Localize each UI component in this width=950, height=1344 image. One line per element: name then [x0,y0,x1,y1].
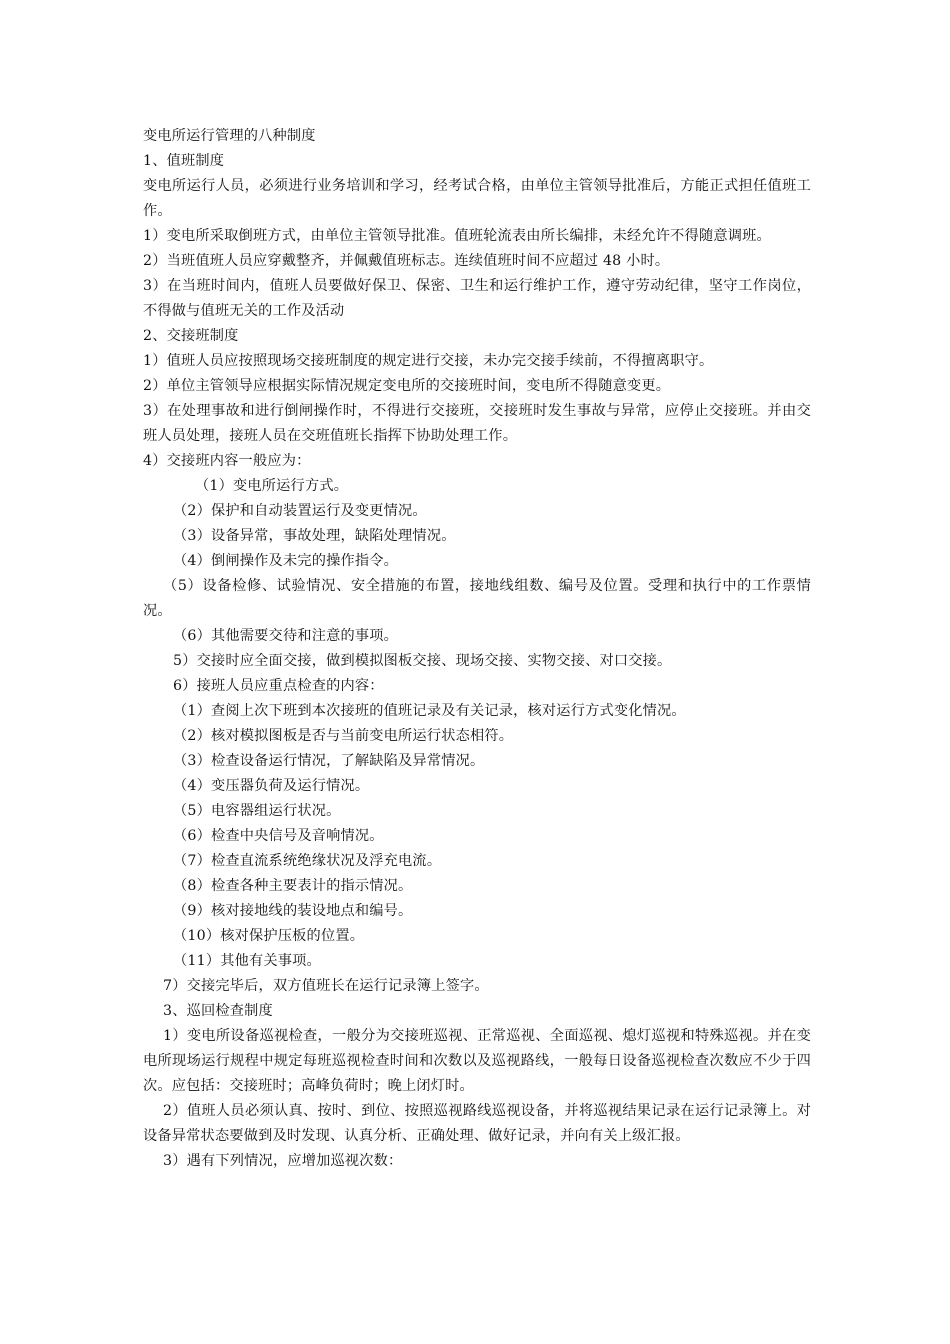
paragraph: 1）变电所采取倒班方式，由单位主管领导批准。值班轮流表由所长编排，未经允许不得随意调班。 [143,228,771,244]
list-item: （1）变电所运行方式。 [195,478,349,494]
list-item: （3）检查设备运行情况，了解缺陷及异常情况。 [173,753,485,769]
document-page [143,124,811,1174]
list-item: （4）倒闸操作及未完的操作指令。 [173,553,399,569]
list-item: （6）检查中央信号及音响情况。 [173,828,384,844]
list-item: （6）其他需要交待和注意的事项。 [173,628,399,644]
paragraph: 2）当班值班人员应穿戴整齐，并佩戴值班标志。连续值班时间不应超过 48 小时。 [143,253,670,269]
list-item: （11）其他有关事项。 [173,953,321,969]
paragraph: 变电所运行人员，必须进行业务培训和学习，经考试合格，由单位主管领导批准后，方能正式担任值班工作。 [143,178,811,219]
paragraph: 1）值班人员应按照现场交接班制度的规定进行交接，未办完交接手续前，不得擅离职守。 [143,353,714,369]
paragraph: 1）变电所设备巡视检查，一般分为交接班巡视、正常巡视、全面巡视、熄灯巡视和特殊巡视。并在变电所现场运行规程中规定每班巡视检查时间和次数以及巡视路线，一般每日设备巡视检查次数应不少于四次。应包括：交接班时；高峰负荷时；晚上闭灯时。 [143,1028,811,1094]
section-heading-handover: 2、交接班制度 [143,328,239,344]
paragraph: 3）在当班时间内，值班人员要做好保卫、保密、卫生和运行维护工作，遵守劳动纪律，坚守工作岗位，不得做与值班无关的工作及活动 [143,278,811,319]
paragraph: 2）单位主管领导应根据实际情况规定变电所的交接班时间，变电所不得随意变更。 [143,378,671,394]
list-item: （7）检查直流系统绝缘状况及浮充电流。 [173,853,442,869]
list-item: （10）核对保护压板的位置。 [173,928,365,944]
section-heading-duty: 1、值班制度 [143,153,225,169]
list-item: （3）设备异常，事故处理，缺陷处理情况。 [173,528,456,544]
list-item: 6）接班人员应重点检查的内容： [173,678,384,694]
list-item: （8）检查各种主要表计的指示情况。 [173,878,413,894]
paragraph: 4）交接班内容一般应为： [143,453,311,469]
paragraph: 3）在处理事故和进行倒闸操作时，不得进行交接班，交接班时发生事故与异常，应停止交接班。并由交班人员处理，接班人员在交班值班长指挥下协助处理工作。 [143,403,811,444]
paragraph: 2）值班人员必须认真、按时、到位、按照巡视路线巡视设备，并将巡视结果记录在运行记录簿上。对设备异常状态要做到及时发现、认真分析、正确处理、做好记录，并向有关上级汇报。 [143,1103,811,1144]
section-heading-inspection: 3、巡回检查制度 [163,1003,273,1019]
list-item: （2）核对模拟图板是否与当前变电所运行状态相符。 [173,728,514,744]
list-item: （2）保护和自动装置运行及变更情况。 [173,503,427,519]
document-title: 变电所运行管理的八种制度 [143,128,316,144]
list-item: （9）核对接地线的装设地点和编号。 [173,903,413,919]
list-item: （5）设备检修、试验情况、安全措施的布置，接地线组数、编号及位置。受理和执行中的工作票情况。 [143,578,811,619]
list-item: （4）变压器负荷及运行情况。 [173,778,370,794]
list-item: （1）查阅上次下班到本次接班的值班记录及有关记录，核对运行方式变化情况。 [173,703,686,719]
paragraph: 3）遇有下列情况，应增加巡视次数： [163,1153,403,1169]
list-item: 7）交接完毕后，双方值班长在运行记录簿上签字。 [163,978,489,994]
list-item: 5）交接时应全面交接，做到模拟图板交接、现场交接、实物交接、对口交接。 [173,653,672,669]
list-item: （5）电容器组运行状况。 [173,803,341,819]
